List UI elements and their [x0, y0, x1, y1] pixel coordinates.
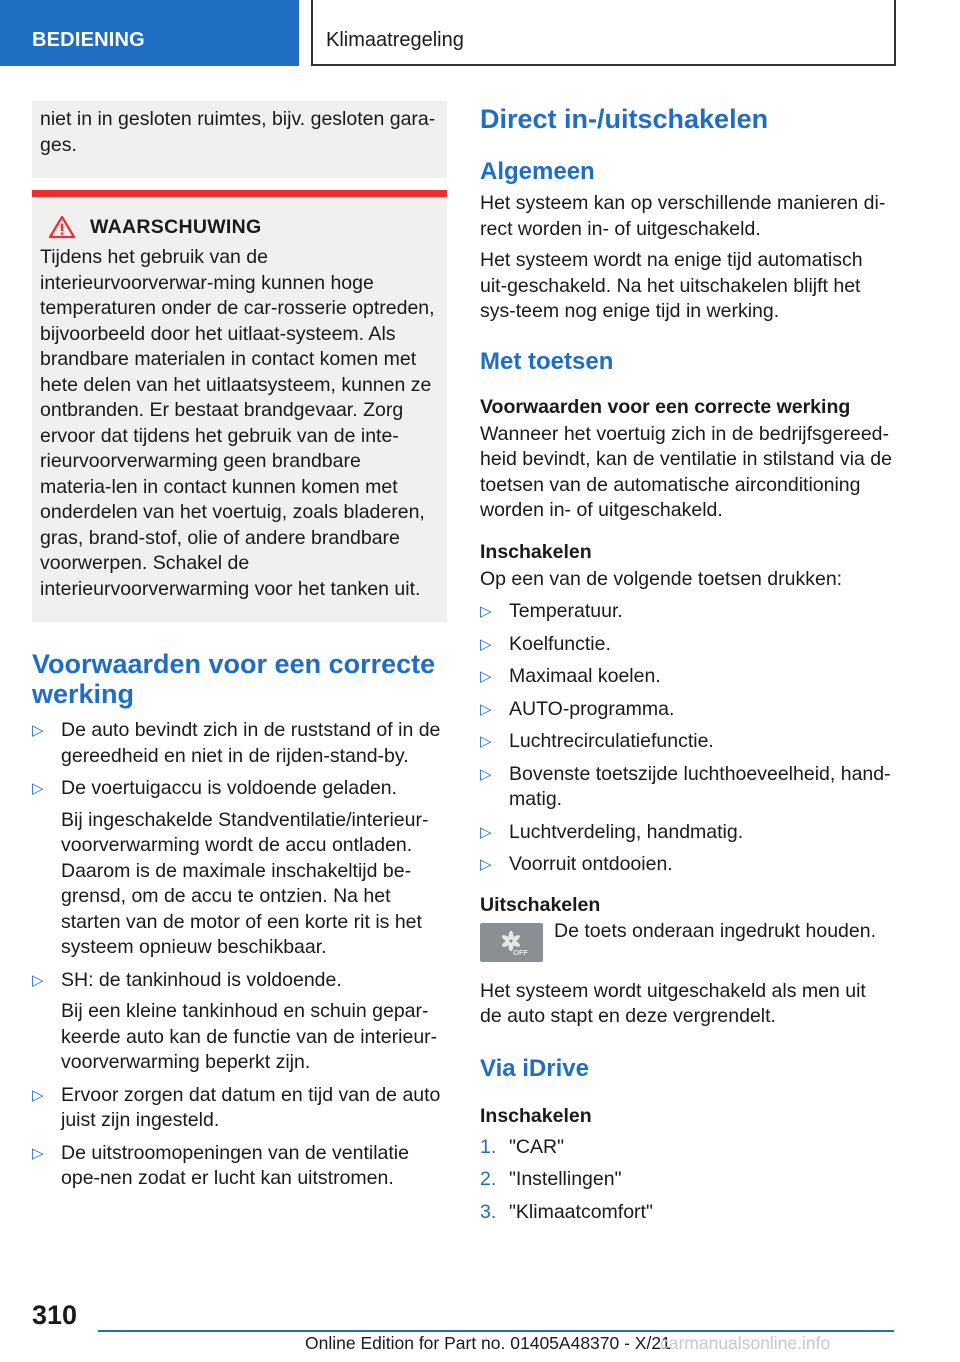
- triangle-bullet-icon: ▷: [480, 856, 492, 873]
- list-item: ▷ Temperatuur.: [480, 600, 623, 622]
- note-text: niet in in gesloten ruimtes, bijv. gesloten gara-ges.: [40, 108, 436, 156]
- idrive-heading: Via iDrive: [480, 1054, 589, 1082]
- general-paragraph-1: Het systeem kan op verschillende manieren di-rect worden in- of uitgeschakeld.: [480, 192, 886, 240]
- list-item: ▷ De voertuigaccu is voldoende geladen. Bij ingeschakelde Standventilatie/interieur-voorverwarming wordt de accu ontladen. Daarom is de maximale inschakeltijd be-grensd, om de accu te ontzien. Na het starten van de motor of een korte rit is het systeem opnieuw beschikbaar.: [32, 777, 429, 958]
- fan-off-button-icon: [480, 923, 543, 962]
- list-item: ▷ De uitstroomopeningen van de ventilatie ope-nen zodat er lucht kan uitstromen.: [32, 1141, 409, 1189]
- topic-tab: [311, 0, 896, 66]
- switch-on-text: Op een van de volgende toetsen drukken:: [480, 567, 843, 590]
- triangle-bullet-icon: ▷: [32, 1086, 44, 1104]
- list-item: ▷ SH: de tankinhoud is voldoende. Bij een kleine tankinhoud en schuin gepar-keerde auto kan de functie van de interieur-voorverwarming beperkt zijn.: [32, 968, 438, 1073]
- triangle-bullet-icon: ▷: [480, 733, 492, 750]
- section-tab: [0, 0, 299, 66]
- fan-icon: [480, 923, 543, 962]
- list-item: 3. "Klimaatcomfort": [480, 1200, 653, 1223]
- switch-off-paragraph: Het systeem wordt uitgeschakeld als men uit de auto stapt en deze vergrendelt.: [480, 979, 866, 1027]
- requirements-heading: Voorwaarden voor een correcte werking: [480, 395, 851, 418]
- triangle-bullet-icon: ▷: [32, 780, 44, 797]
- off-label: OFF: [513, 947, 528, 957]
- warning-box: [32, 190, 447, 622]
- list-item: ▷ Maximaal koelen.: [480, 665, 661, 687]
- section-title: BEDIENING: [32, 29, 145, 51]
- switch-off-text: De toets onderaan ingedrukt houden.: [554, 919, 876, 942]
- requirements-text: Wanneer het voertuig zich in de bedrijfsgereed-heid bevindt, kan de ventilatie in stilstand via de toetsen van de automatische airconditioning worden in- of uitgeschakeld.: [480, 422, 892, 521]
- buttons-heading: Met toetsen: [480, 347, 614, 375]
- triangle-bullet-icon: ▷: [480, 668, 492, 685]
- triangle-bullet-icon: ▷: [32, 1144, 44, 1162]
- list-item: ▷ Voorruit ontdooien.: [480, 853, 673, 875]
- list-item: ▷ Luchtverdeling, handmatig.: [480, 820, 744, 843]
- idrive-steps: [480, 1135, 892, 1226]
- triangle-bullet-icon: ▷: [480, 765, 492, 783]
- general-paragraph-2: Het systeem wordt na enige tijd automatisch uit-geschakeld. Na het uitschakelen blijft het sys-teem nog enige tijd in werking.: [480, 249, 863, 322]
- warning-title: WAARSCHUWING: [90, 215, 262, 238]
- idrive-switch-on-heading: Inschakelen: [480, 1104, 592, 1127]
- list-item: 1. "CAR": [480, 1135, 565, 1158]
- note-box: [32, 101, 447, 178]
- warning-triangle-icon: [48, 215, 76, 239]
- triangle-bullet-icon: ▷: [32, 722, 44, 739]
- switch-on-heading: Inschakelen: [480, 540, 592, 563]
- triangle-bullet-icon: ▷: [480, 603, 492, 620]
- list-item: ▷ Koelfunctie.: [480, 632, 611, 655]
- topic-title: Klimaatregeling: [326, 29, 464, 51]
- list-item: 2. "Instellingen": [480, 1168, 622, 1190]
- list-item: ▷ Ervoor zorgen dat datum en tijd van de auto juist zijn ingesteld.: [32, 1083, 441, 1131]
- right-column: [480, 101, 892, 1232]
- triangle-bullet-icon: ▷: [480, 700, 492, 718]
- conditions-heading: Voorwaarden voor een correcte werking: [32, 649, 436, 709]
- switch-off-row: [480, 919, 892, 962]
- conditions-list: [32, 718, 447, 1192]
- triangle-bullet-icon: ▷: [480, 635, 492, 653]
- watermark: carmanualsonline.info: [660, 1333, 831, 1353]
- edition-text: Online Edition for Part no. 01405A48370 - X/21: [305, 1333, 671, 1353]
- general-heading: Algemeen: [480, 158, 595, 185]
- direct-heading: Direct in-/uitschakelen: [480, 104, 769, 134]
- triangle-bullet-icon: ▷: [32, 971, 44, 989]
- page-number: 310: [32, 1300, 78, 1330]
- warning-text: Tijdens het gebruik van de interieurvoorverwar-ming kunnen hoge temperaturen onder de car-rosserie optreden, bijvoorbeeld door het uitlaat-systeem. Als brandbare materialen in contact komen met hete delen van het uitlaatsysteem, kunnen ze ontbranden. Er bestaat brandgevaar. Zorg ervoor dat tijdens het gebruik van de inte-rieurvoorverwarming geen brandbare materia-len in contact kunnen komen met onderdelen van het voertuig, zoals bladeren, gras, brand-stof, olie of andere brandbare voorwerpen. Schakel de interieurvoorverwarming voor het tanken uit.: [40, 246, 435, 600]
- triangle-bullet-icon: ▷: [480, 823, 492, 841]
- left-column: [32, 101, 447, 1199]
- list-item: ▷ AUTO-programma.: [480, 697, 675, 720]
- list-item: ▷ Bovenste toetszijde luchthoeveelheid, hand-matig.: [480, 762, 891, 810]
- switch-off-heading: Uitschakelen: [480, 893, 601, 916]
- list-item: ▷ De auto bevindt zich in de ruststand of in de gereedheid en niet in de rijden-stand-by.: [32, 719, 441, 767]
- footer-divider: [98, 1330, 894, 1332]
- keys-list: [480, 599, 892, 878]
- warning-header: [40, 215, 437, 239]
- list-item: ▷ Luchtrecirculatiefunctie.: [480, 730, 714, 752]
